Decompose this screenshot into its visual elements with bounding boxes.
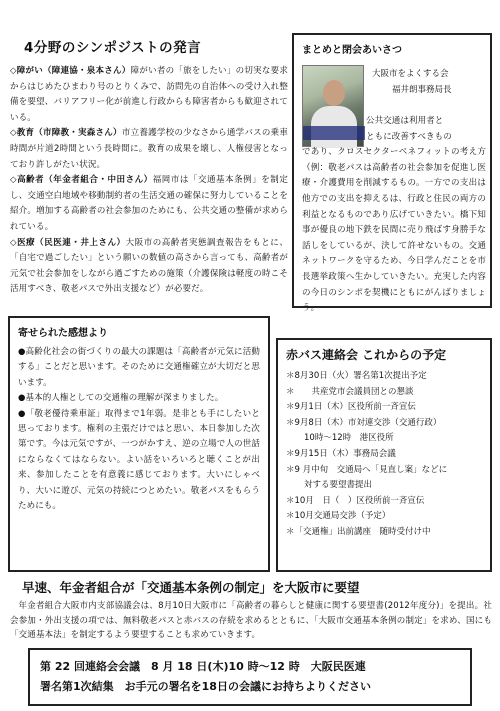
speaker-text: 障がい者の「旅をしたい」の切実な要求からはじめたひまわり号のとりくみで、訪問先の自治体への受け入れ整備を要望、バリアフリー化が前進し行政からも障害者からも歓迎されている。 <box>10 66 289 123</box>
speaker-organization: 大阪市をよくする会 <box>372 69 449 79</box>
symposium-paragraph-disability <box>10 64 288 126</box>
speaker-label: ◇教育（市障教・実森さん） <box>10 128 122 139</box>
closing-body-text: であり、クロスセクターベネフィットの考え方（例：敬老パスは高齢者の社会参加を促進し医療・介護費用を削減するもの。一方での支出は他方での支出を抑えるは、行政と住民の両方の利益となるものであり広げていきたい。橋下知事が優良の地下鉄を民間に売り飛ばす身勝手な話しをしているが、決して許せないもの。交通ネットワークを守るため、今日学んだことを市長選挙政策へ生かしていきたい。充実した内容の今日のシンポを契機にともにがんばりましょう。 <box>302 147 486 314</box>
schedule-row: ＊10月交通局交渉（予定） <box>286 511 391 522</box>
symposium-paragraph-elderly <box>10 173 288 235</box>
meeting-notice <box>28 648 472 706</box>
pension-body: 年金者組合大阪市内支部協議会は、8月10日大阪市に「高齢者の暮らしと健康に関する要望書(2012年度分)」を提出。社会参加・外出支援の項では、無料敬老パスと赤バスの存続を求めるとともに、「大阪市交通基本条例の制定」を求め、国にも「交通基本法」を制定するよう要望することも求めていきます。 <box>10 601 492 640</box>
speaker-label: ◇障がい（障連協・泉本さん） <box>10 66 131 76</box>
impressions-title: 寄せられた感想より <box>18 328 108 339</box>
schedule-row: ＊10月 日（ ）区役所前一斉宣伝 <box>286 495 425 506</box>
impression-item: ●「敬老優待乗車証」取得まで1年弱。是非とも手にしたいと思っております。権利の主張だけではと思い、本日参加した次第です。今は元気ですが、一つがかすえ、逆の立場で人の世話にならなくてはならない。よい話をいろいろと聴くことが出来、参加したことを有意義に感じております。大いにしゃべり、大いに遊び、元気の持続につとめたい。敬老パスをもらうためにも。 <box>18 408 260 512</box>
closing-title: まとめと閉会あいさつ <box>302 45 402 56</box>
pension-union-article <box>10 578 492 643</box>
speaker-text: 市立養護学校の少なさから通学バスの乗車時間が片道2時間という長時間に。教育の成果を壊し、人権侵害となっており許しがたい状況。 <box>10 128 288 170</box>
schedule-row: ＊9 月中旬 交通局へ「見直し案」などに <box>286 464 448 475</box>
speaker-label: ◇高齢者（年金者組合・中田さん） <box>10 175 153 186</box>
speaker-text: 福岡市は「交通基本条例」を制定し、交通空白地域や移動制約者の生活交通の確保に努力していることを紹介。増加する高齢者の社会参加のためにも、公共交通の整備が求められている。 <box>10 175 288 232</box>
closing-remarks-box <box>292 33 492 314</box>
symposium-article <box>10 36 288 298</box>
schedule-row: ＊ 共産党市会議員団との懇談 <box>286 386 414 397</box>
closing-second-line: ともに改善すべきもの <box>366 131 452 142</box>
notice-line-meeting: 第 22 回連絡会会議 8 月 18 日(木)10 時～12 時 大阪民医連 <box>40 660 366 673</box>
symposium-paragraph-education <box>10 126 288 173</box>
speaker-label: ◇医療（民医連・井上さん） <box>10 237 126 248</box>
photo-head <box>323 80 345 106</box>
schedule-row: ＊「交通権」出前講座 随時受付け中 <box>286 526 431 537</box>
schedule-row: ＊9月8日（木）市対連交渉（交通行政） <box>286 417 442 428</box>
impressions-box <box>8 316 270 572</box>
closing-body <box>302 114 486 317</box>
closing-first-line: 公共交通は利用者と <box>366 116 444 126</box>
speaker-text: 大阪市の高齢者実態調査報告をもとに、「自宅で過ごしたい」という願いの数値の高さから言っても、高齢者が元気で社会参加をしながら過ごすための施策（介護保険は軽度の時こそ活用すべき、敬老パスで外出支援など）が必要だ。 <box>10 237 288 295</box>
schedule-box <box>276 338 492 572</box>
schedule-title: 赤バス連絡会 これからの予定 <box>286 348 447 362</box>
schedule-row: ＊9月15日（木）事務局会議 <box>286 448 396 459</box>
schedule-row: ＊8月30日（火）署名第1次提出予定 <box>286 371 427 381</box>
schedule-row: 対する要望書提出 <box>304 480 373 491</box>
impression-item: ●高齢化社会の街づくりの最大の課題は「高齢者が元気に活動する」ことだと思います。そのために交通権確立が大切だと思います。 <box>18 347 260 388</box>
speaker-name: 福井朗事務局長 <box>392 85 452 95</box>
schedule-row: ＊9月1日（木）区役所前一斉宣伝 <box>286 402 416 413</box>
symposium-paragraph-medical <box>10 236 288 298</box>
notice-line-signatures: 署名第1次結集 お手元の署名を18日の会議にお持ちよりください <box>40 680 371 693</box>
impression-item: ●基本的人権としての交通権の理解が深まりました。 <box>18 393 224 404</box>
symposium-title: 4分野のシンポジストの発言 <box>24 40 202 56</box>
pension-title: 早速、年金者組合が「交通基本条例の制定」を大阪市に要望 <box>22 580 360 595</box>
schedule-row: 10時～12時 港区役所 <box>304 433 394 444</box>
